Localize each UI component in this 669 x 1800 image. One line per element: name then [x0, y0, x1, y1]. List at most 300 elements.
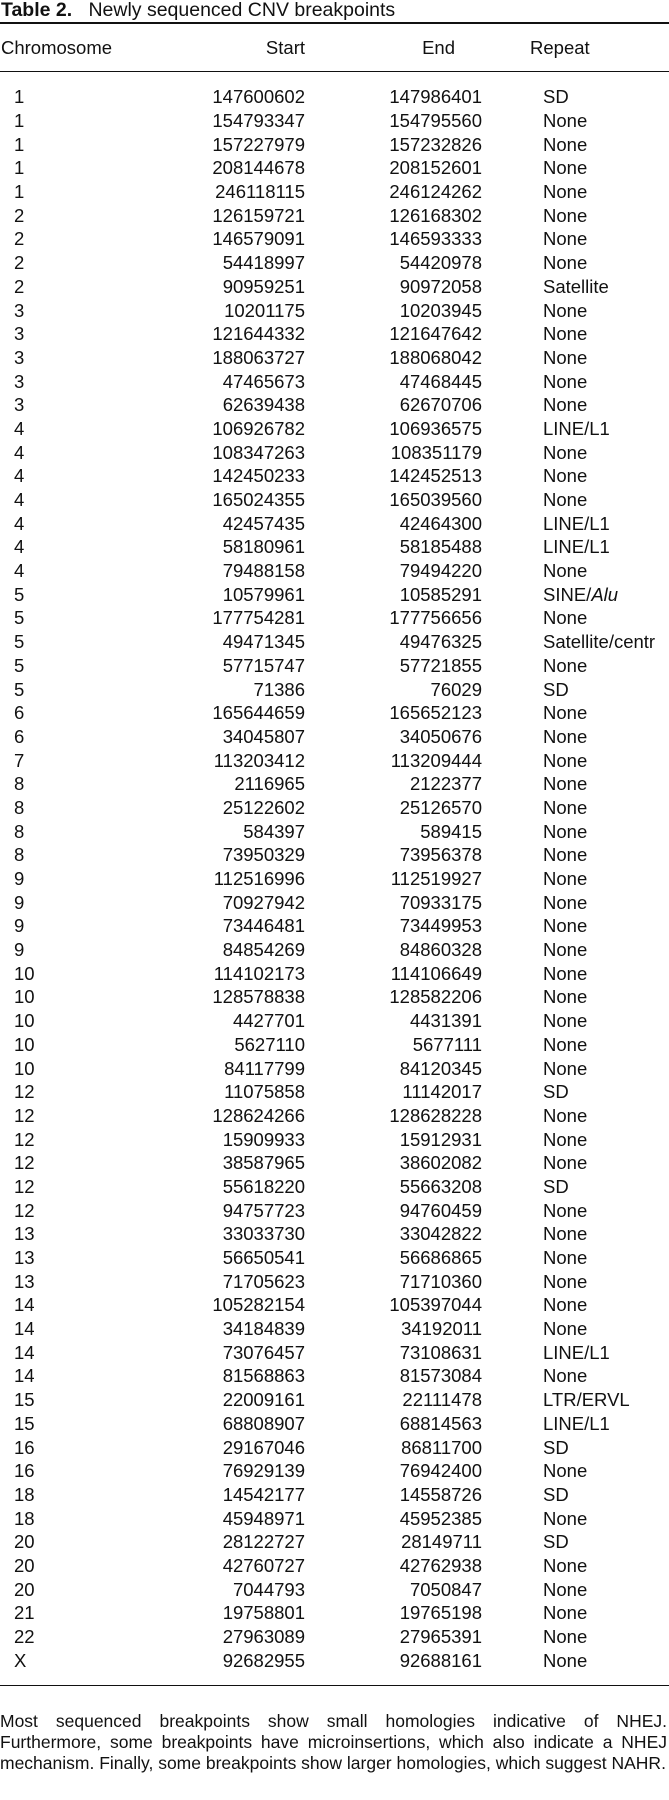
cell-repeat: None — [543, 868, 588, 890]
cell-chromosome: 2 — [14, 228, 25, 250]
cell-repeat: LINE/L1 — [543, 536, 610, 558]
table-row — [0, 464, 669, 488]
table-row — [0, 582, 669, 606]
cell-end: 71710360 — [399, 1270, 482, 1292]
table-row — [0, 1198, 669, 1222]
cell-start: 105282154 — [212, 1294, 305, 1316]
cell-repeat: Satellite — [543, 275, 609, 297]
cell-repeat: None — [543, 1365, 588, 1387]
cell-end: 68814563 — [399, 1412, 482, 1434]
table-row — [0, 1033, 669, 1057]
cell-start: 147600602 — [212, 86, 305, 108]
table-row — [0, 1577, 669, 1601]
cell-end: 114106649 — [390, 962, 482, 984]
table-row — [0, 677, 669, 701]
table-row — [0, 914, 669, 938]
cell-end: 15912931 — [399, 1128, 482, 1150]
cell-chromosome: 10 — [14, 986, 35, 1008]
table-row — [0, 606, 669, 630]
cell-chromosome: 9 — [14, 891, 25, 913]
cell-chromosome: 5 — [14, 631, 25, 653]
cell-repeat: None — [543, 1010, 588, 1032]
cell-end: 81573084 — [399, 1365, 482, 1387]
cell-chromosome: 16 — [14, 1436, 35, 1458]
table-label: Table 2. — [1, 0, 73, 21]
cell-end: 106936575 — [389, 417, 482, 439]
cell-start: 10579961 — [222, 583, 305, 605]
cell-repeat: None — [543, 346, 588, 368]
cell-chromosome: 1 — [14, 181, 25, 203]
cell-repeat: None — [543, 939, 588, 961]
cell-end: 38602082 — [399, 1152, 482, 1174]
table-row — [0, 1601, 669, 1625]
cell-repeat: None — [543, 654, 588, 676]
cell-end: 128628228 — [389, 1104, 482, 1126]
cell-start: 49471345 — [222, 631, 305, 653]
cell-chromosome: 3 — [14, 323, 25, 345]
cell-repeat: None — [543, 1578, 588, 1600]
cell-repeat: LINE/L1 — [543, 1341, 610, 1363]
cell-start: 71386 — [253, 678, 305, 700]
cell-repeat: SD — [543, 1081, 569, 1103]
cell-chromosome: 20 — [14, 1578, 35, 1600]
cell-repeat: None — [543, 323, 588, 345]
table-row — [0, 156, 669, 180]
cell-chromosome: 15 — [14, 1389, 35, 1411]
cell-chromosome: 7 — [14, 749, 25, 771]
table-row — [0, 1435, 669, 1459]
cell-start: 38587965 — [222, 1152, 305, 1174]
cell-end: 22111478 — [402, 1389, 482, 1411]
table-row — [0, 369, 669, 393]
cell-repeat: None — [543, 1649, 588, 1671]
table-row — [0, 1625, 669, 1649]
cell-chromosome: 6 — [14, 702, 25, 724]
cell-chromosome: 12 — [14, 1081, 35, 1103]
cell-end: 34050676 — [399, 725, 482, 747]
cell-chromosome: 2 — [14, 275, 25, 297]
cell-start: 94757723 — [222, 1199, 305, 1221]
cell-repeat: None — [543, 1247, 588, 1269]
cell-chromosome: 5 — [14, 583, 25, 605]
cell-end: 5677111 — [412, 1033, 482, 1055]
table-row — [0, 843, 669, 867]
cell-chromosome: 10 — [14, 962, 35, 984]
table-row — [0, 985, 669, 1009]
cell-chromosome: 10 — [14, 1057, 35, 1079]
cell-start: 114102173 — [213, 962, 305, 984]
cell-chromosome: 12 — [14, 1152, 35, 1174]
cell-chromosome: 4 — [14, 417, 25, 439]
table-row — [0, 1554, 669, 1578]
cell-repeat: None — [543, 1626, 588, 1648]
cell-start: 4427701 — [232, 1010, 305, 1032]
table-row — [0, 1317, 669, 1341]
cell-end: 58185488 — [399, 536, 482, 558]
cell-chromosome: 4 — [14, 441, 25, 463]
cell-start: 126159721 — [212, 204, 305, 226]
cell-end: 73449953 — [399, 915, 482, 937]
table-row — [0, 1056, 669, 1080]
table-row — [0, 701, 669, 725]
cell-repeat: None — [543, 607, 588, 629]
table-footnote: Most sequenced breakpoints show small homologies indicative of NHEJ. Furthermore, some breakpoints have microinsertions, which also indicate a NHEJ mechanism. Finally, some breakpoints show larger homologies, which suggest NAHR. — [0, 1711, 667, 1774]
cell-repeat: None — [543, 228, 588, 250]
cell-repeat: None — [543, 1152, 588, 1174]
table-row — [0, 251, 669, 275]
cell-chromosome: 18 — [14, 1483, 35, 1505]
table-row — [0, 393, 669, 417]
cell-chromosome: 9 — [14, 868, 25, 890]
cell-chromosome: 10 — [14, 1010, 35, 1032]
cell-chromosome: 3 — [14, 370, 25, 392]
cell-start: 76929139 — [222, 1460, 305, 1482]
cell-chromosome: 8 — [14, 820, 25, 842]
cell-end: 76029 — [430, 678, 482, 700]
cell-start: 62639438 — [222, 394, 305, 416]
cell-chromosome: 1 — [14, 157, 25, 179]
cell-repeat: None — [543, 394, 588, 416]
cell-end: 42464300 — [399, 512, 482, 534]
cell-end: 28149711 — [401, 1531, 482, 1553]
cell-chromosome: 10 — [14, 1033, 35, 1055]
table-row — [0, 890, 669, 914]
cell-end: 57721855 — [399, 654, 482, 676]
table-row — [0, 1009, 669, 1033]
cell-repeat: None — [543, 702, 588, 724]
cell-start: 84117799 — [224, 1057, 305, 1079]
table-row — [0, 1175, 669, 1199]
cell-chromosome: 5 — [14, 654, 25, 676]
cell-chromosome: 22 — [14, 1626, 35, 1648]
cell-end: 128582206 — [389, 986, 482, 1008]
header-repeat: Repeat — [530, 36, 590, 58]
cell-end: 121647642 — [389, 323, 482, 345]
cell-chromosome: 9 — [14, 915, 25, 937]
cell-repeat: None — [543, 1554, 588, 1576]
table-row — [0, 1151, 669, 1175]
table-row — [0, 227, 669, 251]
cell-chromosome: 14 — [14, 1318, 35, 1340]
cell-start: 121644332 — [212, 323, 305, 345]
table-row — [0, 725, 669, 749]
cell-end: 589415 — [420, 820, 482, 842]
cell-start: 57715747 — [222, 654, 305, 676]
cell-chromosome: 14 — [14, 1365, 35, 1387]
cnv-breakpoints-table — [0, 24, 669, 71]
cell-end: 79494220 — [399, 560, 482, 582]
cell-end: 70933175 — [399, 891, 482, 913]
cell-end: 177756656 — [389, 607, 482, 629]
cell-repeat: None — [543, 204, 588, 226]
table-row — [0, 132, 669, 156]
table-row — [0, 298, 669, 322]
cell-repeat: LINE/L1 — [543, 512, 610, 534]
cell-start: 90959251 — [222, 275, 305, 297]
cell-repeat: None — [543, 181, 588, 203]
table-row — [0, 1388, 669, 1412]
cell-repeat: SD — [543, 1436, 569, 1458]
cell-chromosome: 8 — [14, 773, 25, 795]
cell-start: 14542177 — [222, 1483, 305, 1505]
cell-end: 25126570 — [399, 796, 482, 818]
cell-chromosome: 2 — [14, 204, 25, 226]
cell-repeat: None — [543, 1294, 588, 1316]
cell-repeat: None — [543, 796, 588, 818]
cell-start: 22009161 — [222, 1389, 305, 1411]
cell-end: 76942400 — [399, 1460, 482, 1482]
cell-chromosome: 13 — [14, 1223, 35, 1245]
cell-chromosome: 8 — [14, 796, 25, 818]
cell-end: 47468445 — [399, 370, 482, 392]
cell-chromosome: 8 — [14, 844, 25, 866]
header-start: Start — [265, 36, 305, 58]
table-row — [0, 1246, 669, 1270]
table-row — [0, 630, 669, 654]
cell-start: 157227979 — [212, 133, 305, 155]
cell-chromosome: 20 — [14, 1554, 35, 1576]
table-caption — [0, 0, 669, 22]
cell-repeat: None — [543, 891, 588, 913]
cell-end: 84120345 — [399, 1057, 482, 1079]
table-row — [0, 1080, 669, 1104]
cell-repeat: None — [543, 986, 588, 1008]
cell-end: 10203945 — [399, 299, 482, 321]
table-row — [0, 1530, 669, 1554]
cell-start: 54418997 — [222, 252, 305, 274]
table-row — [0, 559, 669, 583]
cell-end: 112519927 — [390, 868, 482, 890]
cell-chromosome: 1 — [14, 86, 25, 108]
table-row — [0, 1127, 669, 1151]
cell-end: 188068042 — [389, 346, 482, 368]
cell-start: 7044793 — [232, 1578, 305, 1600]
cell-chromosome: 20 — [14, 1531, 35, 1553]
cell-chromosome: 12 — [14, 1128, 35, 1150]
cell-start: 165644659 — [212, 702, 305, 724]
table-row — [0, 109, 669, 133]
cell-start: 10201175 — [224, 299, 305, 321]
cell-repeat: None — [543, 465, 588, 487]
cell-start: 2116965 — [234, 773, 305, 795]
cell-end: 27965391 — [399, 1626, 482, 1648]
cell-end: 146593333 — [389, 228, 482, 250]
cell-repeat: None — [543, 1033, 588, 1055]
cell-start: 15909933 — [222, 1128, 305, 1150]
cell-end: 142452513 — [389, 465, 482, 487]
cell-end: 86811700 — [401, 1436, 482, 1458]
cell-start: 113203412 — [213, 749, 305, 771]
cell-start: 108347263 — [212, 441, 305, 463]
cell-end: 147986401 — [389, 86, 482, 108]
cell-start: 11075858 — [224, 1081, 305, 1103]
cell-chromosome: 14 — [14, 1294, 35, 1316]
cell-repeat: None — [543, 299, 588, 321]
cell-repeat: None — [543, 820, 588, 842]
cell-end: 4431391 — [409, 1010, 482, 1032]
cell-start: 188063727 — [212, 346, 305, 368]
cell-end: 126168302 — [389, 204, 482, 226]
cell-repeat: None — [543, 110, 588, 132]
cell-repeat: None — [543, 1602, 588, 1624]
table-title: Newly sequenced CNV breakpoints — [88, 0, 396, 21]
table-row — [0, 1648, 669, 1672]
cell-chromosome: 18 — [14, 1507, 35, 1529]
cell-chromosome: 4 — [14, 536, 25, 558]
cell-end: 42762938 — [399, 1554, 482, 1576]
cell-chromosome: 16 — [14, 1460, 35, 1482]
table-body — [0, 85, 669, 1672]
cell-end: 19765198 — [399, 1602, 482, 1624]
table-row — [0, 1459, 669, 1483]
table-row — [0, 1222, 669, 1246]
cell-repeat: None — [543, 1104, 588, 1126]
cell-end: 34192011 — [401, 1318, 482, 1340]
cell-repeat: None — [543, 1318, 588, 1340]
cell-chromosome: 9 — [14, 939, 25, 961]
cell-end: 90972058 — [399, 275, 482, 297]
table-row — [0, 961, 669, 985]
cell-start: 128624266 — [212, 1104, 305, 1126]
cell-chromosome: 12 — [14, 1199, 35, 1221]
table-row — [0, 511, 669, 535]
cell-end: 2122377 — [409, 773, 482, 795]
cell-chromosome: 3 — [14, 394, 25, 416]
cell-chromosome: 13 — [14, 1270, 35, 1292]
cell-end: 73108631 — [399, 1341, 482, 1363]
table-header — [0, 24, 669, 71]
cell-end: 105397044 — [389, 1294, 482, 1316]
table-row — [0, 819, 669, 843]
cell-start: 584397 — [243, 820, 305, 842]
cell-chromosome: 6 — [14, 725, 25, 747]
table-row — [0, 1340, 669, 1364]
cell-start: 19758801 — [222, 1602, 305, 1624]
table-row — [0, 488, 669, 512]
cell-start: 128578838 — [212, 986, 305, 1008]
cell-end: 246124262 — [389, 181, 482, 203]
cell-repeat: None — [543, 1057, 588, 1079]
table-body-grid — [0, 85, 669, 1672]
cell-end: 54420978 — [399, 252, 482, 274]
table-row — [0, 1483, 669, 1507]
table-row — [0, 1412, 669, 1436]
cell-repeat: None — [543, 1270, 588, 1292]
cell-chromosome: 4 — [14, 465, 25, 487]
repeat-prefix: SINE/ — [543, 583, 592, 605]
cell-start: 71705623 — [222, 1270, 305, 1292]
cell-end: 94760459 — [399, 1199, 482, 1221]
cell-repeat: None — [543, 773, 588, 795]
cell-repeat: None — [543, 157, 588, 179]
cell-repeat: None — [543, 1507, 588, 1529]
cell-start: 142450233 — [212, 465, 305, 487]
cell-repeat: LINE/L1 — [543, 1412, 610, 1434]
table-row — [0, 1104, 669, 1128]
cell-end: 33042822 — [399, 1223, 482, 1245]
cell-start: 73446481 — [222, 915, 305, 937]
cell-end: 154795560 — [389, 110, 482, 132]
table-row — [0, 867, 669, 891]
cell-chromosome: 12 — [14, 1104, 35, 1126]
cell-repeat: None — [543, 1199, 588, 1221]
cell-end: 84860328 — [399, 939, 482, 961]
cell-start: 27963089 — [222, 1626, 305, 1648]
cell-end: 113209444 — [390, 749, 482, 771]
cell-chromosome: 21 — [14, 1602, 35, 1624]
table-row — [0, 417, 669, 441]
cell-end: 10585291 — [399, 583, 482, 605]
cell-start: 208144678 — [212, 157, 305, 179]
cell-repeat — [485, 582, 669, 606]
cell-repeat: None — [543, 370, 588, 392]
cell-repeat: None — [543, 560, 588, 582]
cell-start: 73076457 — [222, 1341, 305, 1363]
table-row — [0, 440, 669, 464]
cell-start: 29167046 — [222, 1436, 305, 1458]
cell-end: 157232826 — [389, 133, 482, 155]
cell-repeat: None — [543, 252, 588, 274]
cell-start: 106926782 — [212, 417, 305, 439]
cell-repeat: None — [543, 441, 588, 463]
cell-chromosome: 4 — [14, 560, 25, 582]
table-row — [0, 346, 669, 370]
cell-start: 28122727 — [222, 1531, 305, 1553]
cell-repeat: None — [543, 1223, 588, 1245]
cell-end: 14558726 — [399, 1483, 482, 1505]
cell-end: 208152601 — [389, 157, 482, 179]
cell-end: 165652123 — [389, 702, 482, 724]
cell-repeat: LINE/L1 — [543, 417, 610, 439]
cell-start: 34184839 — [222, 1318, 305, 1340]
cell-chromosome: 5 — [14, 678, 25, 700]
cell-repeat: None — [543, 1460, 588, 1482]
cell-chromosome: 5 — [14, 607, 25, 629]
table-row — [0, 772, 669, 796]
cell-repeat: None — [543, 915, 588, 937]
cell-start: 146579091 — [212, 228, 305, 250]
table-row — [0, 654, 669, 678]
cell-start: 79488158 — [222, 560, 305, 582]
repeat-italic: Alu — [591, 583, 619, 605]
cell-start: 55618220 — [222, 1175, 305, 1197]
table-row — [0, 748, 669, 772]
cell-start: 68808907 — [222, 1412, 305, 1434]
cell-chromosome: 4 — [14, 512, 25, 534]
cell-end: 55663208 — [399, 1175, 482, 1197]
cell-end: 92688161 — [399, 1649, 482, 1671]
cell-end: 49476325 — [399, 631, 482, 653]
cell-end: 7050847 — [409, 1578, 482, 1600]
cell-start: 5627110 — [234, 1033, 305, 1055]
cell-repeat: LTR/ERVL — [543, 1389, 630, 1411]
cell-end: 73956378 — [399, 844, 482, 866]
table-row — [0, 1269, 669, 1293]
cell-start: 34045807 — [222, 725, 305, 747]
cell-start: 84854269 — [222, 939, 305, 961]
cell-chromosome: 14 — [14, 1341, 35, 1363]
cell-repeat: None — [543, 962, 588, 984]
cell-start: 165024355 — [212, 489, 305, 511]
cell-chromosome: 4 — [14, 489, 25, 511]
cell-end: 108351179 — [390, 441, 482, 463]
cell-repeat: None — [543, 725, 588, 747]
table-row — [0, 1364, 669, 1388]
cell-repeat: None — [543, 844, 588, 866]
cell-repeat: None — [543, 749, 588, 771]
table-row — [0, 275, 669, 299]
bottom-rule — [0, 1685, 669, 1686]
